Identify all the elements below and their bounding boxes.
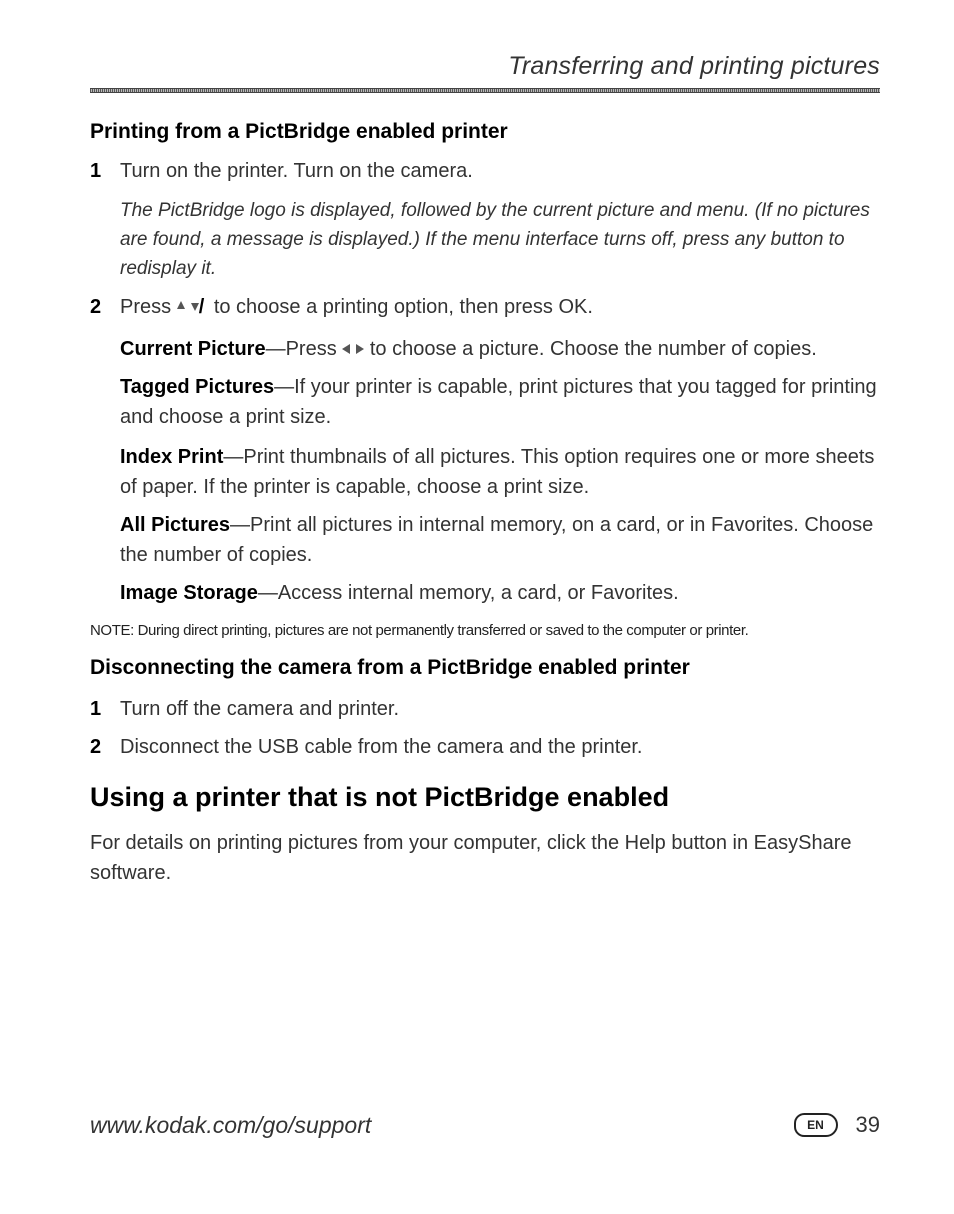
option-label: Index Print [120, 446, 224, 468]
step-text: Turn on the printer. Turn on the camera. [120, 160, 473, 182]
disconnect-step-1 [90, 698, 880, 721]
disconnect-step-2 [90, 736, 880, 759]
option-image-storage: Image Storage—Access internal memory, a card, or Favorites. [120, 582, 679, 604]
step-text: Disconnect the USB cable from the camera and the printer. [120, 736, 643, 758]
step-text: Press / to choose a printing option, then press OK. [120, 296, 593, 318]
step-1-note: The PictBridge logo is displayed, followed by the current picture and menu. (If no pictures are found, a message is displayed.) If the menu interface turns off, press any button to redisplay it. [120, 200, 870, 279]
section-heading-disconnecting: Disconnecting the camera from a PictBridge enabled printer [90, 656, 690, 679]
note-direct-printing: NOTE: During direct printing, pictures are not permanently transferred or saved to the computer or printer. [90, 622, 749, 639]
page-number: 39 [855, 1112, 880, 1137]
up-down-arrows-icon [177, 296, 199, 319]
step-number: 1 [90, 698, 102, 720]
section-heading-printing: Printing from a PictBridge enabled printer [90, 120, 508, 143]
step-text: Turn off the camera and printer. [120, 698, 400, 720]
language-badge-icon: EN [794, 1113, 838, 1137]
section-heading-non-pictbridge: Using a printer that is not PictBridge enabled [90, 782, 670, 812]
footer-page-info [794, 1112, 880, 1138]
option-index-print: Index Print—Print thumbnails of all pictures. This option requires one or more sheets of paper. If the printer is capable, choose a print size. [120, 446, 875, 498]
footer-support-url: www.kodak.com/go/support [90, 1112, 372, 1138]
step-number: 2 [90, 736, 102, 758]
option-current-picture: Current Picture—Press to choose a picture. Choose the number of copies. [120, 334, 880, 365]
option-label: Tagged Pictures [120, 376, 275, 398]
page-header-title: Transferring and printing pictures [508, 52, 880, 80]
step-number: 1 [90, 160, 102, 182]
step-number: 2 [90, 296, 102, 318]
left-right-arrows-icon [342, 335, 364, 365]
option-all-pictures: All Pictures—Print all pictures in internal memory, on a card, or in Favorites. Choose the number of copies. [120, 514, 874, 566]
step-1 [90, 160, 880, 183]
option-label: All Pictures [120, 514, 231, 536]
option-label: Current Picture [120, 338, 266, 360]
header-rule [90, 88, 880, 93]
option-tagged-pictures: Tagged Pictures—If your printer is capable, print pictures that you tagged for printing and choose a print size. [120, 376, 877, 428]
step-2 [90, 296, 880, 319]
option-label: Image Storage [120, 582, 258, 604]
non-pictbridge-body: For details on printing pictures from your computer, click the Help button in EasyShare software. [90, 832, 852, 884]
